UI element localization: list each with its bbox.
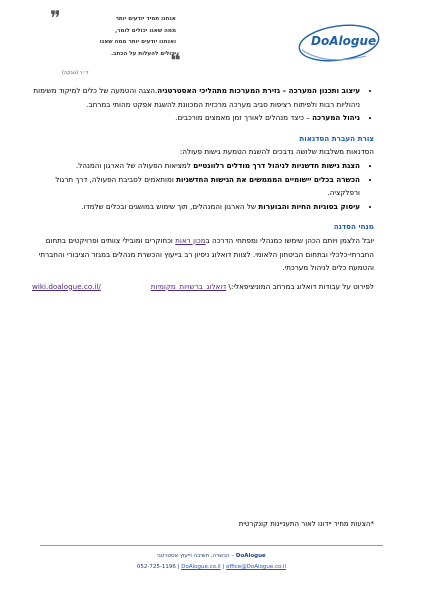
list-item-bold: ניהול המערכה [312,113,360,123]
list-item-bold: עיצוב ותכנון המערכה – גזירת המערכות מתהליכי האסטרטגיה [157,86,360,95]
list-item-bold: הצגת גישות חדשניות לניהול דרך מודלים רלוונטיים [193,160,360,170]
intro-list [32,84,374,125]
list-item [32,173,360,200]
quote-line: ממה שאנו יכולים לומר, [114,27,176,34]
details-link[interactable]: דואלוג_ברשויות_מקומיות [150,281,227,291]
quote-close-mark: ❝ [170,48,181,72]
quote-open-mark: ❞ [50,6,61,30]
main-content [32,84,374,294]
footer-email-link[interactable]: office@DoAlogue.co.il [226,564,287,570]
header-quote [56,14,176,60]
quote-author: ד״ר (נונקה) [62,70,89,76]
section-intro: הסדנאות משלבות שלושה נדבכים להשגת הטמעת גישות פעולה: [179,147,374,157]
facilitators-text: יובל הלצמן ויותם הכהן שימשו כמנהלי ומפתחי הדרכה ב [205,235,374,245]
quote-line: ואנחנו יודעים יותר ממה שאנו [99,39,176,45]
list-item-bold: עיסוק בסוגיות החיות והבוערות [258,201,360,211]
section-title-format: צורת העברת הסדנאות [299,133,374,143]
facilitators-paragraph [32,234,374,275]
list-item-text: .הצגה והטמעה של כלים למיקוד משימות ניהוליות רבות ולפיתוח רציפות סביב מערכה מרכזית המכוונת להשגת אפקט מהותי במרחב. [33,86,360,109]
quote-line: אנחנו תמיד יודעים יותר [115,16,176,22]
footer-separator: | [220,564,227,570]
list-item [32,200,360,214]
list-item [32,111,360,125]
footer-line-1 [0,553,423,559]
details-url-link[interactable]: wiki.doalogue.co.il/ [32,281,101,291]
footer-tagline: – הכשרה, חשיבה וייעוץ אסטרטגי [157,553,236,559]
footer-divider [40,545,383,546]
footer-site-link[interactable]: DoAlogue.co.il [181,564,221,570]
list-item-text: של הארגון והמנהלים, תוך שימוש במושגים ובכלים שלמדו. [81,201,259,211]
list-item-text: ומותאמים לסביבת הפעולה, דרך תרגול ורפלקציה. [55,174,360,198]
list-item [32,84,360,111]
footer-brand: DoAlogue [235,553,266,559]
list-item-text: למציאות הפעולה של הארגון והמנהל. [75,160,194,170]
quote-line: יכולים להעלות על הכתב. [110,50,176,57]
reut-institute-link[interactable]: מכון ראות [175,235,206,245]
details-text: לפירוט על עבודות דואלוג במרחב המוניציפאלי:\ [228,281,374,291]
footer-separator: | [175,564,182,570]
footer-phone: 052-725-1196 [136,564,176,570]
list-item-text: – כיצד מנהלים לאורך זמן מאמצים מורכבים. [175,113,313,123]
logo-text: DoAlogue [311,34,377,48]
list-item-bold: הכשרה בכלים יישומיים המממשים את הגישות החדשניות [176,174,360,184]
list-item [32,159,360,173]
section-title-facilitators: מנחי הסדנה [333,222,374,232]
facilitators-text: וכחוקרים ומובילי צוותים ופרויקטים בתחום החברתי-כלכלי ובתחום הביטחון הלאומי. לצוות דואלוג ניסיון רב בייעוץ והכשרת מנהלים במגזר הציבורי והחברתי והטמעת כלים לניהול מערכתי. [38,235,374,273]
footnote: *הצעות מחיר יידונו לאור התעניינות קונקרטית [238,520,374,528]
details-line [32,280,374,294]
format-list [32,159,374,213]
footer-line-2 [0,564,423,570]
